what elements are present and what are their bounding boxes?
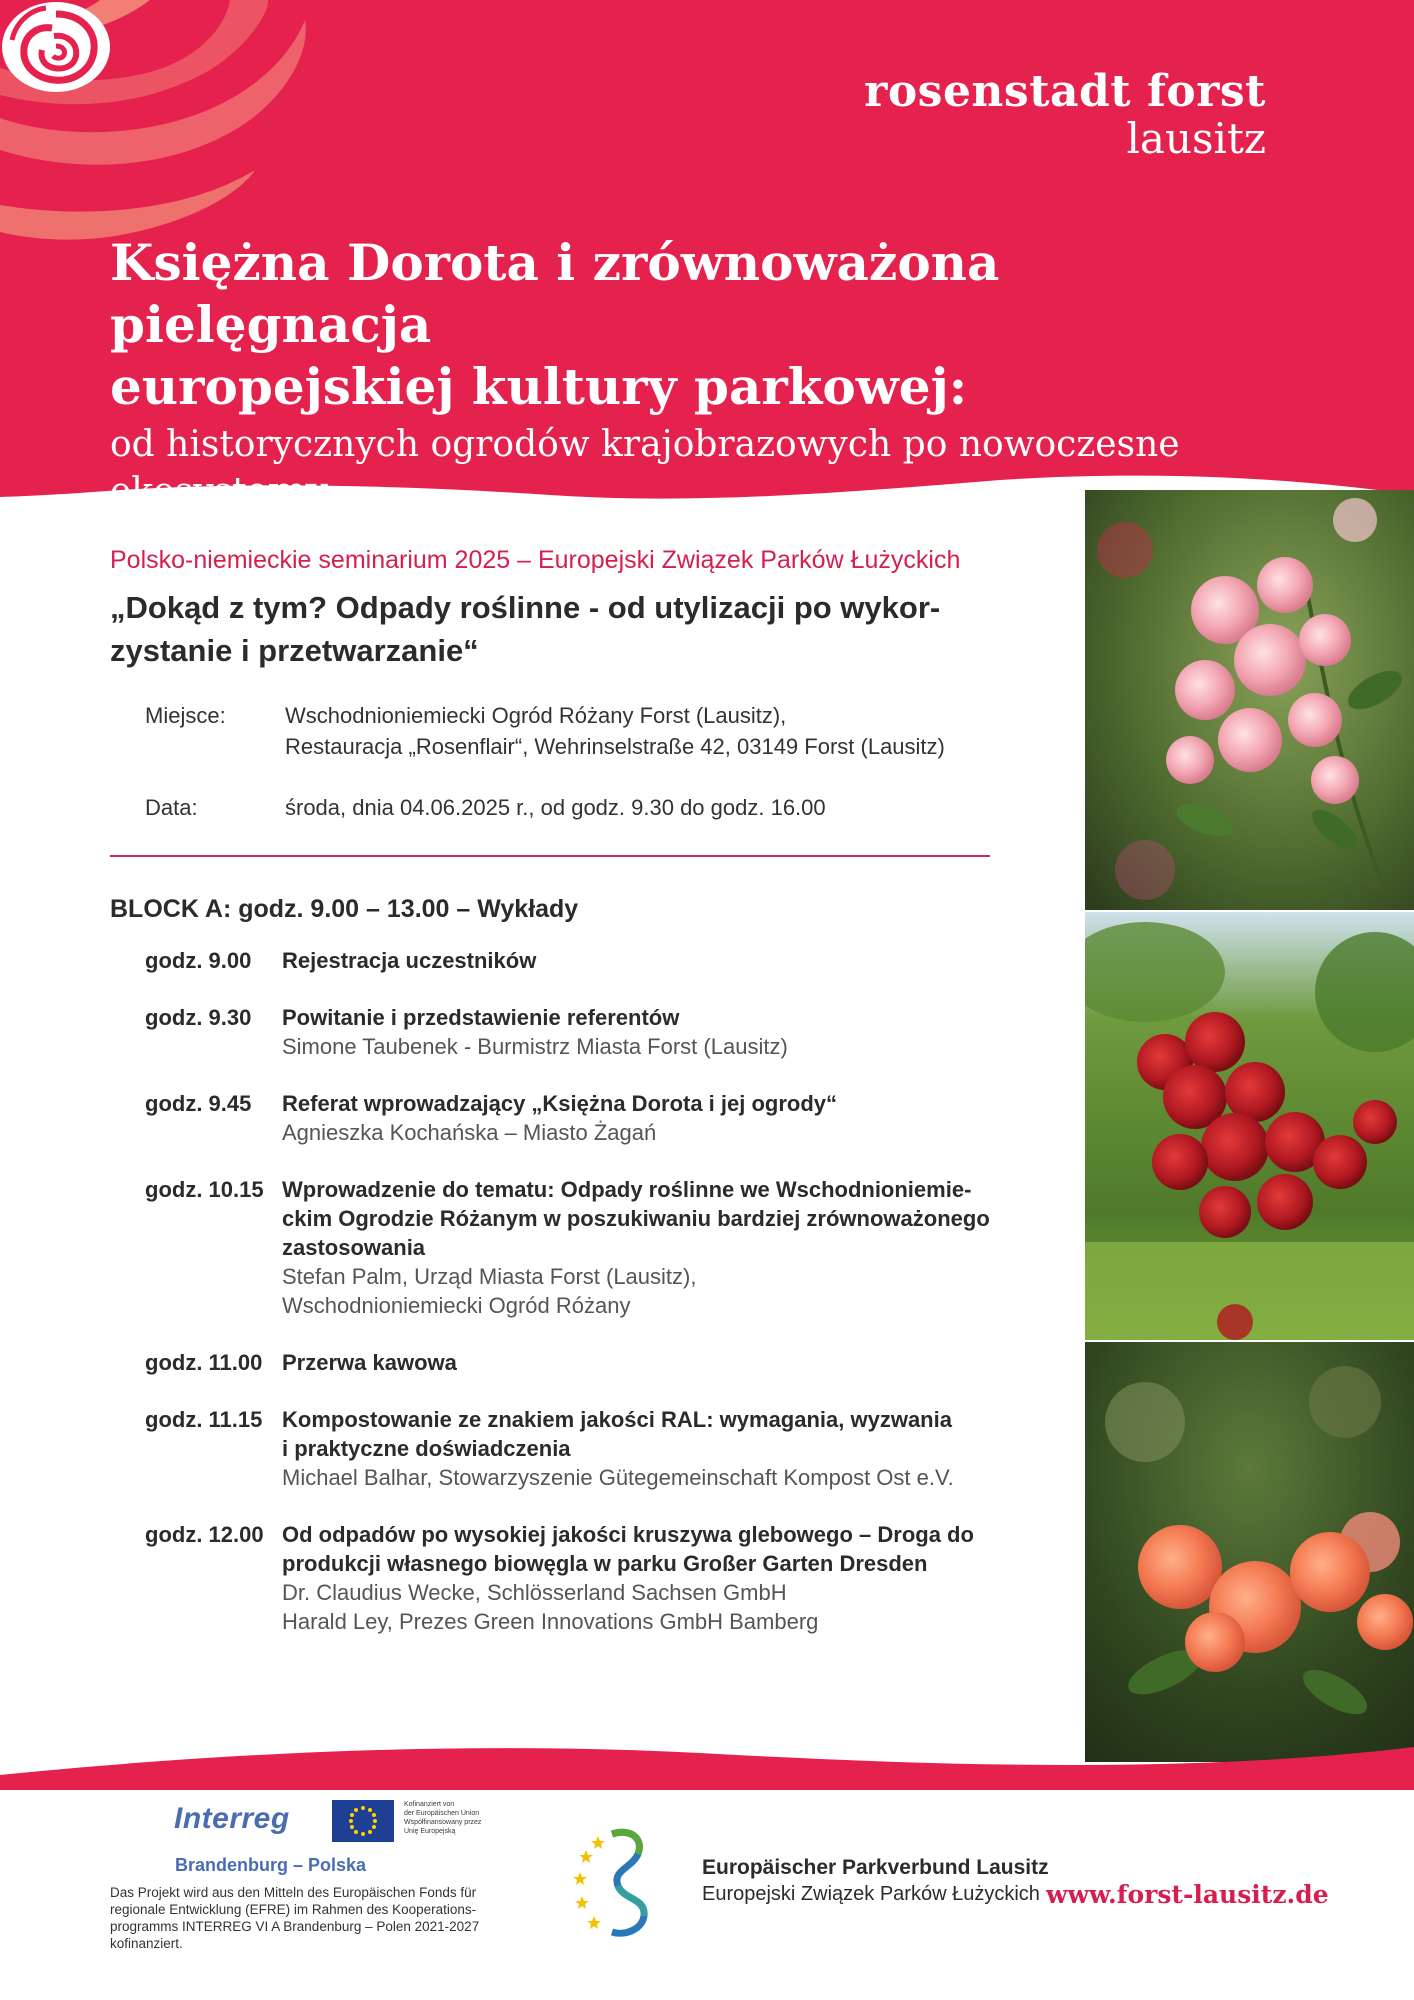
brand-wordmark [864,68,1266,162]
funding-line: programms INTERREG VI A Brandenburg – Polen 2021-2027 [110,1919,480,1934]
agenda-time: godz. 9.00 [145,948,252,973]
brand-line1: rosenstadt forst [864,66,1266,117]
agenda-item [110,1089,990,1147]
rose-photo-strip [1085,490,1414,1762]
place-value [285,700,945,762]
agenda-speaker: Simone Taubenek - Burmistrz Miasta Forst (Lausitz) [282,1034,788,1059]
eu-note-line: Kofinanziert von [404,1801,455,1808]
eu-note-line: Unię Europejską [404,1828,456,1835]
date-label: Data: [145,795,198,820]
agenda-speaker: Dr. Claudius Wecke, Schlösserland Sachsen GmbH [282,1580,787,1605]
agenda-speaker: Michael Balhar, Stowarzyszenie Gütegemeinschaft Kompost Ost e.V. [282,1465,954,1490]
agenda-speaker: Harald Ley, Prezes Green Innovations GmbH Bamberg [282,1609,819,1634]
block-a-heading: BLOCK A: godz. 9.00 – 13.00 – Wykłady [110,895,579,923]
brand-line2: lausitz [1126,114,1266,163]
agenda-body [282,1175,990,1320]
agenda-body [282,1405,990,1492]
eu-cofinance-note [404,1800,524,1836]
agenda-time: godz. 11.00 [145,1350,263,1375]
agenda-title-line: ckim Ogrodzie Różanym w poszukiwaniu bardziej zrównoważonego [282,1206,990,1231]
main-content [110,545,990,1664]
agenda-body [282,1089,990,1147]
agenda-list [110,946,990,1636]
place-line2: Restauracja „Rosenflair“, Wehrinselstraße 42, 03149 Forst (Lausitz) [285,734,945,759]
orange-roses-photo [1085,1342,1414,1762]
agenda-item [110,1175,990,1320]
agenda-title-line: Wprowadzenie do tematu: Odpady roślinne we Wschodnioniemie- [282,1177,972,1202]
header-banner [0,0,1414,512]
rose-logo-icon [0,0,112,94]
agenda-title: Powitanie i przedstawienie referentów [282,1005,680,1030]
parkverbund-logo-icon [572,1828,676,1938]
agenda-title: Referat wprowadzający „Księżna Dorota i jej ogrody“ [282,1091,838,1116]
agenda-item [110,1520,990,1636]
agenda-item [110,1348,990,1377]
funding-line: kofinanziert. [110,1936,183,1951]
website-link[interactable]: www.forst-lausitz.de [1046,1880,1329,1909]
eu-flag-icon [332,1800,394,1842]
seminar-subtitle: Polsko-niemieckie seminarium 2025 – Europejski Związek Parków Łużyckich [110,546,961,574]
title-subtitle-part1: od historycznych ogrodów krajobrazowych po nowoczesne ekosyste [110,424,1180,512]
agenda-time: godz. 10.15 [145,1177,264,1202]
title-line1: Księżna Dorota i zrównoważona pielęgnacja [110,233,1000,354]
agenda-title-line: Kompostowanie ze znakiem jakości RAL: wymagania, wyzwania [282,1407,952,1432]
parkverbund-name-de: Europäischer Parkverbund Lausitz [702,1856,1049,1879]
title-subtitle [110,422,1230,515]
agenda-time: godz. 9.45 [145,1091,252,1116]
date-row [110,792,990,823]
agenda-item [110,946,990,975]
agenda-time: godz. 9.30 [145,1005,252,1030]
event-info [110,700,990,823]
agenda-time: godz. 11.15 [145,1407,263,1432]
agenda-title-line: produkcji własnego biowęgla w parku Großer Garten Dresden [282,1551,928,1576]
agenda-title: Rejestracja uczestników [282,948,537,973]
agenda-body [282,1520,990,1636]
event-title [110,586,990,672]
place-row [110,700,990,762]
agenda-title: Przerwa kawowa [282,1350,457,1375]
funding-line: regionale Entwicklung (EFRE) im Rahmen des Kooperations- [110,1902,477,1917]
interreg-logo [174,1801,482,1836]
agenda-speaker: Wschodnioniemiecki Ogród Różany [282,1293,631,1318]
agenda-title-line: Od odpadów po wysokiej jakości kruszywa glebowego – Droga do [282,1522,974,1547]
title-subtitle-part2: my [267,470,327,512]
agenda-body [282,946,990,975]
agenda-item [110,1003,990,1061]
pink-roses-photo [1085,490,1414,910]
agenda-speaker: Stefan Palm, Urząd Miasta Forst (Lausitz), [282,1264,697,1289]
footer-wave [0,1735,1414,1795]
interreg-wordmark: Interreg [174,1802,290,1835]
event-title-line1: „Dokąd z tym? Odpady roślinne - od utylizacji po wykor- [110,590,941,625]
funding-line: Das Projekt wird aus den Mitteln des Europäischen Fonds für [110,1885,477,1900]
agenda-time: godz. 12.00 [145,1522,264,1547]
parkverbund-name-pl: Europejski Związek Parków Łużyckich [702,1883,1040,1905]
agenda-title-line: zastosowania [282,1235,426,1260]
place-line1: Wschodnioniemiecki Ogród Różany Forst (Lausitz), [285,703,787,728]
interreg-region: Brandenburg – Polska [175,1855,367,1875]
section-divider [110,855,990,857]
agenda-title-line: i praktyczne doświadczenia [282,1436,571,1461]
page-title [110,232,1230,515]
eu-note-line: Współfinansowany przez [404,1819,482,1826]
funding-note [110,1884,550,1952]
place-label: Miejsce: [145,703,226,728]
agenda-body [282,1348,990,1377]
agenda-speaker: Agnieszka Kochańska – Miasto Żagań [282,1120,657,1145]
agenda-body [282,1003,990,1061]
red-roses-photo [1085,912,1414,1340]
date-value: środa, dnia 04.06.2025 r., od godz. 9.30 do godz. 16.00 [285,795,826,820]
event-title-line2: zystanie i przetwarzanie“ [110,633,479,668]
title-line2: europejskiej kultury parkowej: [110,357,968,416]
agenda-item [110,1405,990,1492]
eu-note-line: der Europäischen Union [404,1810,480,1817]
